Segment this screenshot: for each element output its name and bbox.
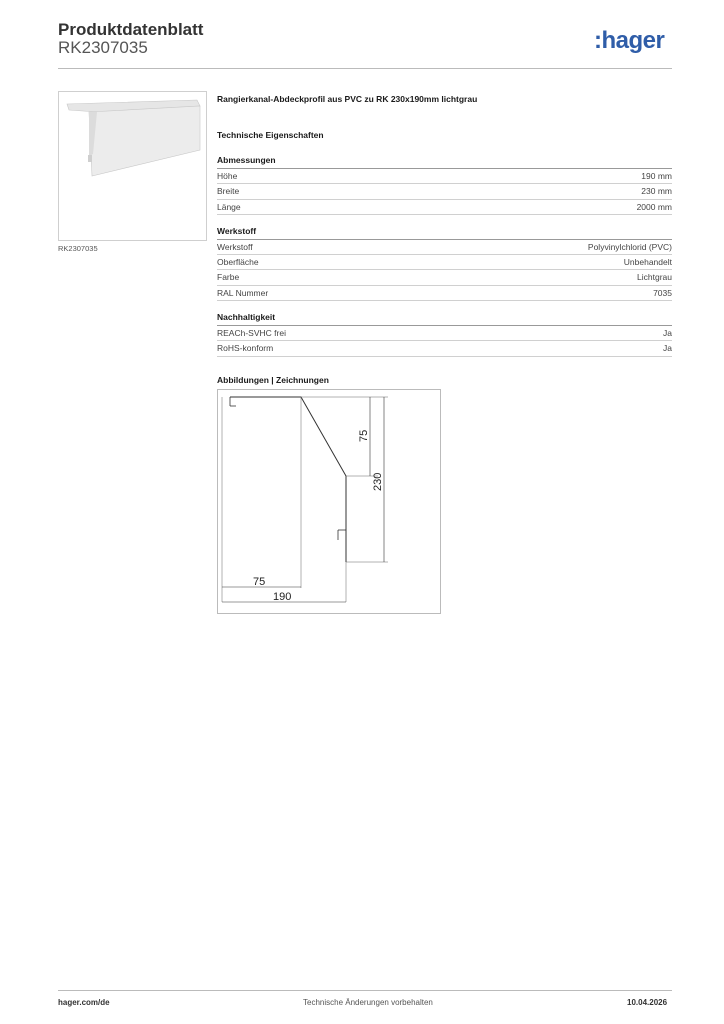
product-image (58, 91, 207, 241)
drawings-heading: Abbildungen | Zeichnungen (217, 374, 329, 385)
row-value: Ja (663, 328, 672, 339)
row-value: 7035 (653, 287, 672, 298)
technical-heading: Technische Eigenschaften (217, 130, 324, 140)
row-value: Polyvinylchlorid (PVC) (587, 241, 672, 252)
table-row (217, 341, 672, 356)
section-title: Nachhaltigkeit (217, 312, 672, 326)
row-value: Ja (663, 343, 672, 354)
dim-190: 190 (273, 591, 292, 603)
dim-230: 230 (372, 472, 384, 491)
table-row (217, 240, 672, 255)
row-value: Unbehandelt (623, 257, 672, 268)
row-label: Länge (217, 201, 241, 212)
row-label: Werkstoff (217, 241, 253, 252)
row-label: Oberfläche (217, 257, 259, 268)
page-title: Produktdatenblatt (58, 20, 204, 39)
table-row (217, 200, 672, 215)
table-row (217, 169, 672, 184)
footer-divider (58, 990, 672, 991)
row-label: RoHS-konform (217, 343, 274, 354)
product-image-caption: RK2307035 (58, 244, 98, 253)
table-row (217, 326, 672, 341)
header-divider (58, 68, 672, 69)
section-dimensions (217, 155, 672, 215)
section-title: Abmessungen (217, 155, 672, 169)
section-title: Werkstoff (217, 226, 672, 240)
footer-website: hager.com/de (58, 998, 110, 1007)
row-label: RAL Nummer (217, 287, 269, 298)
content-column (217, 94, 672, 389)
table-row (217, 255, 672, 270)
row-label: Höhe (217, 171, 238, 181)
footer-notice: Technische Änderungen vorbehalten (303, 998, 433, 1007)
hager-logo: :hager (594, 27, 665, 54)
table-row (217, 286, 672, 301)
dim-75-horizontal: 75 (253, 576, 266, 588)
row-label: REACh-SVHC frei (217, 328, 286, 339)
row-value: 2000 mm (636, 201, 672, 212)
table-row (217, 184, 672, 199)
footer-date: 10.04.2026 (627, 998, 668, 1007)
row-value: 230 mm (641, 186, 672, 197)
row-label: Farbe (217, 272, 240, 283)
product-description: Rangierkanal-Abdeckprofil aus PVC zu RK 230x190mm lichtgrau (217, 94, 478, 104)
row-label: Breite (217, 186, 240, 197)
article-number: RK2307035 (58, 38, 148, 57)
section-material (217, 226, 672, 301)
row-value: Lichtgrau (637, 272, 672, 283)
dim-75-vertical: 75 (358, 429, 370, 442)
table-row (217, 270, 672, 285)
section-sustainability (217, 312, 672, 357)
row-value: 190 mm (641, 171, 672, 181)
technical-drawing (217, 389, 441, 614)
